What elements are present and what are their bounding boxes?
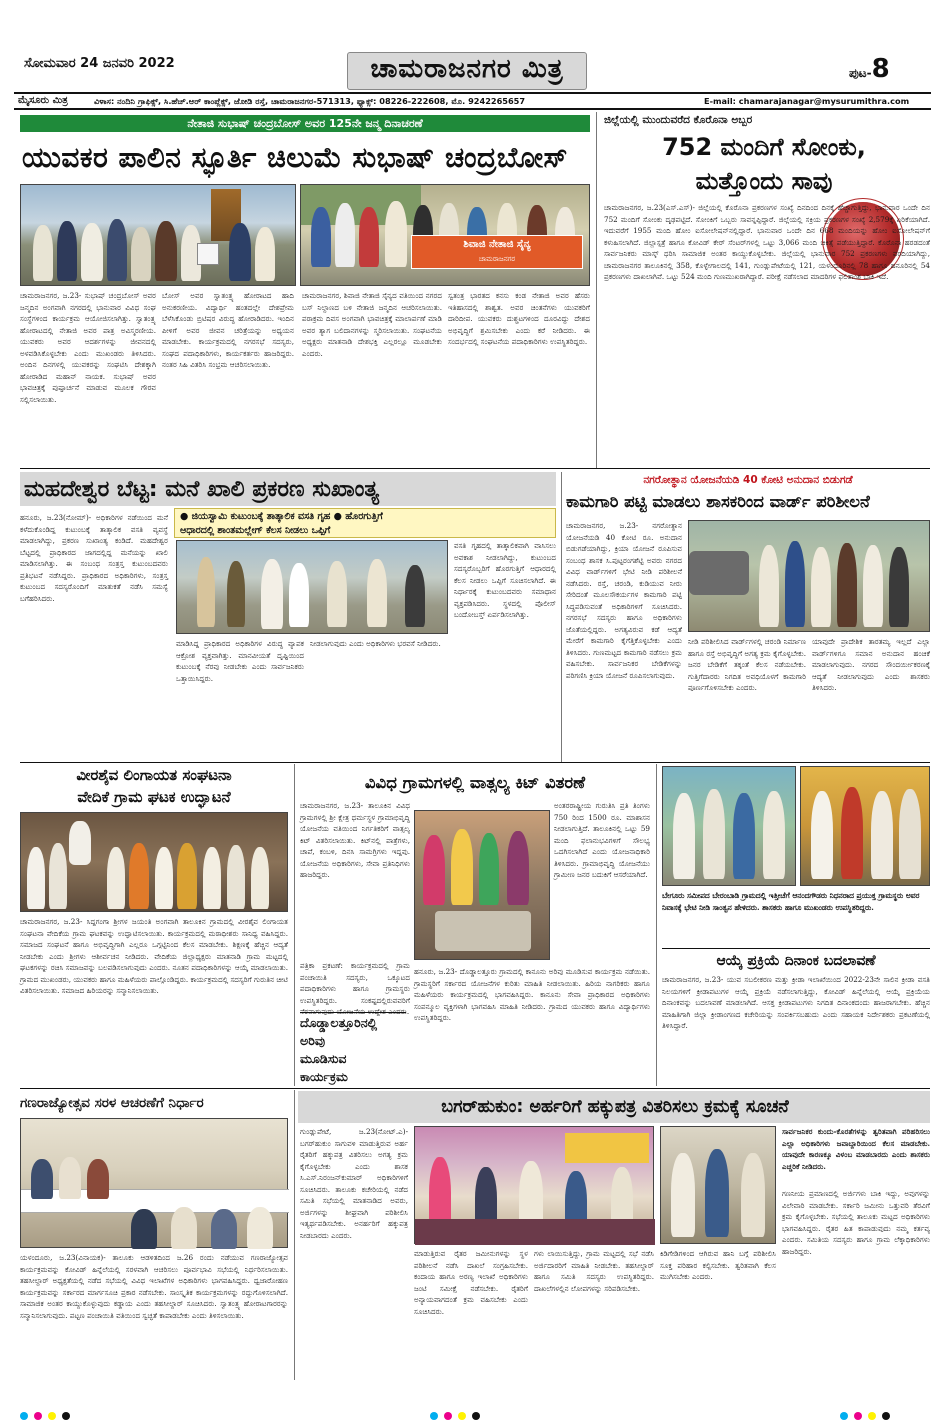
lead-photo-1 [20,184,296,286]
kit-col-1: ಚಾಮರಾಜನಗರ, ಜ.23- ತಾಲೂಕಿನ ವಿವಿಧ ಗ್ರಾಮಗಳಲ್ಲಿ ಶ್ರೀ ಕ್ಷೇತ್ರ ಧರ್ಮಸ್ಥಳ ಗ್ರಾಮಾಭಿವೃದ್ಧಿ ಯೋಜನೆಯ ವತಿಯಿಂದ ನಿರ್ಗತಿಕರಿಗೆ ವಾತ್ಸಲ್ಯ ಕಿಟ್ ವಿತರಿಸಲಾಯಿತು. ಕಿಟ್‌ನಲ್ಲಿ ಪಾತ್ರೆಗಳು, ಚಾಪೆ, ಕಂಬಳಿ, ದಿನಸಿ ಸಾಮಗ್ರಿಗಳು ಇದ್ದವು. ಯೋಜನೆಯ ಅಧಿಕಾರಿಗಳು, ಸೇವಾ ಪ್ರತಿನಿಧಿಗಳು ಹಾಜರಿದ್ದರು. [300,801,410,879]
republic-photo [20,1118,288,1248]
kit-subhead-line4: ಕಾರ್ಯಕ್ರಮ [300,1069,348,1084]
ward-col-2: ನೀಡಿ ಪರಿಶೀಲಿಸಿದ ವಾರ್ಡ್‌ಗಳಲ್ಲಿ ಚರಂಡಿ ನಿರ್ಮಾಣ ಹಾಗೂ ರಸ್ತೆ ಅಭಿವೃದ್ಧಿಗೆ ಅಗತ್ಯ ಕ್ರಮ ಕೈಗೊಳ್ಳಬೇಕು. ಜನರ ಬೇಡಿಕೆಗೆ ತಕ್ಕಂತೆ ಕೆಲಸ ನಡೆಯಬೇಕು. ಗುತ್ತಿಗೆದಾರರು ನಿಗದಿತ ಅವಧಿಯೊಳಗೆ ಕಾಮಗಾರಿ ಪೂರ್ಣಗೊಳಿಸಬೇಕು ಎಂದರು. [688,637,806,692]
election-photo-1 [662,766,796,886]
covid-kicker: ಜಿಲ್ಲೆಯಲ್ಲಿ ಮುಂದುವರೆದ ಕೊರೊನಾ ಅಬ್ಬರ [604,114,753,126]
ward-body: ಚಾಮರಾಜನಗರ, ಜ.23- ನಗರೋತ್ಥಾನ ಯೋಜನೆಯಡಿ 40 ಕೋಟಿ ರೂ. ಅನುದಾನ ಬಿಡುಗಡೆಯಾಗಿದ್ದು, ಕ್ರಿಯಾ ಯೋಜನೆ ರೂಪಿಸುವ ಸಂಬಂಧ ಶಾಸಕ ಸಿ.ಪುಟ್ಟರಂಗಶೆಟ್ಟಿ ಅವರು ನಗರದ ವಿವಿಧ ವಾರ್ಡ್‌ಗಳಿಗೆ ಭೇಟಿ ನೀಡಿ ಪರಿಶೀಲನೆ ನಡೆಸಿದರು. ರಸ್ತೆ, ಚರಂಡಿ, ಕುಡಿಯುವ ನೀರು ಸೇರಿದಂತೆ ಮೂಲಸೌಕರ್ಯಗಳ ಕಾಮಗಾರಿ ಪಟ್ಟಿ ಸಿದ್ಧಪಡಿಸುವಂತೆ ಅಧಿಕಾರಿಗಳಿಗೆ ಸೂಚಿಸಿದರು. ನಗರಸಭೆ ಸದಸ್ಯರು ಹಾಗೂ ಅಧಿಕಾರಿಗಳು ಜೊತೆಯಲ್ಲಿದ್ದರು. ಅಗತ್ಯವಿರುವ ಕಡೆ ಆದ್ಯತೆ ಮೇರೆಗೆ ಕಾಮಗಾರಿ ಕೈಗೆತ್ತಿಕೊಳ್ಳಬೇಕು ಎಂದು ತಿಳಿಸಿದರು. ಗುಣಮಟ್ಟದ ಕಾಮಗಾರಿ ನಡೆಸಲು ಕ್ರಮ ವಹಿಸಬೇಕು. ಸಾರ್ವಜನಿಕರ ಬೇಡಿಕೆಗಳನ್ನು ಪರಿಗಣಿಸಿ ಕ್ರಿಯಾ ಯೋಜನೆ ರೂಪಿಸಲಾಗುವುದು. [566,521,682,680]
ward-kicker: ನಗರೋತ್ಥಾನ ಯೋಜನೆಯಡಿ 40 ಕೋಟಿ ಅನುದಾನ ಬಿಡುಗಡೆ [643,474,853,486]
covid-headline-line2: ಮತ್ತೊಂದು ಸಾವು [695,167,833,195]
brand-small: ಮೈಸೂರು ಮಿತ್ರ [18,95,68,106]
masthead [14,50,931,92]
lead-banner [20,115,590,132]
kit-subhead-line2: ಅರಿವು [300,1033,326,1048]
bagar-col-4: ಕಿಡಿಗೇಡಿಗಳಿಂದ ಆಗಿರುವ ಹಾನಿ ಬಗ್ಗೆ ಪರಿಶೀಲಿಸಿ ಸೂಕ್ತ ಪರಿಹಾರ ಕಲ್ಪಿಸಬೇಕು. ತ್ವರಿತವಾಗಿ ಕೆಲಸ ಮುಗಿಸಬೇಕು ಎಂದರು. [660,1249,776,1281]
bagar-photo [414,1126,654,1244]
kit-photo [414,810,550,960]
lead-photo-2-banner-line2: ಚಾಮರಾಜನಗರ [478,255,516,263]
lead-col-2: ಬೋಸ್ ಅವರ ಸ್ವಾತಂತ್ರ್ಯ ಹೋರಾಟದ ಹಾದಿ ಅನುಕರಣೀಯ. ವಿದ್ಯಾರ್ಥಿ ಹಂತದಲ್ಲೇ ದೇಶಪ್ರೇಮ ಬೆಳೆಸಿಕೊಂಡು ಬ್ರಿಟಿಷರ ವಿರುದ್ಧ ಹೋರಾಡಿದರು. ಇಂದಿನ ಪೀಳಿಗೆ ಅವರ ಜೀವನ ಚರಿತ್ರೆಯನ್ನು ಅಧ್ಯಯನ ಮಾಡಬೇಕು. ಕಾರ್ಯಕ್ರಮದಲ್ಲಿ ನಗರಸಭೆ ಸದಸ್ಯರು, ಸಂಘದ ಪದಾಧಿಕಾರಿಗಳು, ಕಾರ್ಯಕರ್ತರು ಹಾಜರಿದ್ದರು. ನಂತರ ಸಿಹಿ ವಿತರಿಸಿ ಸಂಭ್ರಮ ಆಚರಿಸಲಾಯಿತು. [162,291,294,369]
election-caption: ಬೇಗೂರು ಸಮೀಪದ ಬೇರಂಬಾಡಿ ಗ್ರಾಮದಲ್ಲಿ ಇತ್ತೀಚೆಗೆ ಆನಂದಗೌಡರು ನಿಧನರಾದ ಪ್ರಯುಕ್ತ ಗ್ರಾಮಸ್ಥರು ಅವರ ನಿವಾಸಕ್ಕೆ ಭೇಟಿ ನೀಡಿ ಸಾಂತ್ವನ ಹೇಳಿದರು. ಶಾಸಕರು ಹಾಗೂ ಮುಖಂಡರು ಉಪಸ್ಥಿತರಿದ್ದರು. [662,891,920,912]
mahadeshwara-sub2: ಆಧಾರದಲ್ಲಿ ಶಾಂತಮಲ್ಲೇಗ್ ಕೆಲಸ ನೀಡಲು ಒಪ್ಪಿಗೆ [180,525,331,536]
veerashaiva-body: ಚಾಮರಾಜನಗರ, ಜ.23- ಸಿದ್ದಗಂಗಾ ಶ್ರೀಗಳ ಜಯಂತಿ ಅಂಗವಾಗಿ ತಾಲೂಕಿನ ಗ್ರಾಮದಲ್ಲಿ ವೀರಶೈವ ಲಿಂಗಾಯತ ಸಂಘಟನಾ ವೇದಿಕೆಯ ಗ್ರಾಮ ಘಟಕವನ್ನು ಉದ್ಘಾಟಿಸಲಾಯಿತು. ಕಾರ್ಯಕ್ರಮದಲ್ಲಿ ಮಠಾಧೀಶರು ಸಾನಿಧ್ಯ ವಹಿಸಿದ್ದರು. ಸಮಾಜದ ಸಂಘಟನೆ ಹಾಗೂ ಅಭಿವೃದ್ಧಿಗಾಗಿ ಎಲ್ಲರೂ ಒಗ್ಗಟ್ಟಿನಿಂದ ಕೆಲಸ ಮಾಡಬೇಕು. ಶಿಕ್ಷಣಕ್ಕೆ ಹೆಚ್ಚಿನ ಆದ್ಯತೆ ನೀಡಬೇಕು ಎಂದು ಶ್ರೀಗಳು ಆಶೀರ್ವಚನ ನೀಡಿದರು. ವೇದಿಕೆಯ ಜಿಲ್ಲಾಧ್ಯಕ್ಷರು ಮಾತನಾಡಿ ಗ್ರಾಮ ಮಟ್ಟದಲ್ಲಿ ಘಟಕಗಳನ್ನು ರಚಿಸಿ ಸಮಾಜವನ್ನು ಬಲಪಡಿಸಲಾಗುವುದು ಎಂದರು. ನೂತನ ಪದಾಧಿಕಾರಿಗಳನ್ನು ಆಯ್ಕೆ ಮಾಡಲಾಯಿತು. ಗ್ರಾಮದ ಮುಖಂಡರು, ಯುವಕರು ಹಾಗೂ ಮಹಿಳೆಯರು ಪಾಲ್ಗೊಂಡಿದ್ದರು. ಕಾರ್ಯಕ್ರಮದಲ್ಲಿ ಸದಸ್ಯರಿಗೆ ಗುರುತಿನ ಚೀಟಿ ವಿತರಿಸಲಾಯಿತು. ಸಮಾಜದ ಹಿರಿಯರನ್ನು ಸನ್ಮಾನಿಸಲಾಯಿತು. [20,917,288,995]
lead-photo-2-banner-line1: ಶಿವಾಜಿ ನೇತಾಜಿ ಸೈನ್ಯ [463,239,531,250]
mahadeshwara-sub1: ● ಜಿಯಸ್ವಾಮಿ ಕುಟುಂಬಕ್ಕೆ ತಾತ್ಕಾಲಿಕ ವಸತಿ ಗೃಹ ● ಹೊರಗುತ್ತಿಗೆ [180,511,383,522]
kit-subhead-line1: ದೊಡ್ಡಾಲತ್ತೂರಿನಲ್ಲಿ [300,1015,378,1030]
bagar-col-1: ಗುಂಡ್ಲುಪೇಟೆ, ಜ.23(ನೋಟ್.ಎ)- ಬಗರ್‌ಹುಕುಂ ಸಾಗುವಳಿ ಮಾಡುತ್ತಿರುವ ಅರ್ಹ ರೈತರಿಗೆ ಹಕ್ಕುಪತ್ರ ವಿತರಿಸಲು ಅಗತ್ಯ ಕ್ರಮ ಕೈಗೊಳ್ಳಬೇಕು ಎಂದು ಶಾಸಕ ಸಿ.ಎಸ್.ನಿರಂಜನ್‌ಕುಮಾರ್ ಅಧಿಕಾರಿಗಳಿಗೆ ಸೂಚಿಸಿದರು. ತಾಲೂಕು ಕಚೇರಿಯಲ್ಲಿ ನಡೆದ ಸಮಿತಿ ಸಭೆಯಲ್ಲಿ ಮಾತನಾಡಿದ ಅವರು, ಅರ್ಜಿಗಳನ್ನು ಶೀಘ್ರವಾಗಿ ಪರಿಶೀಲಿಸಿ ಇತ್ಯರ್ಥಪಡಿಸಬೇಕು. ಅನರ್ಹರಿಗೆ ಹಕ್ಕುಪತ್ರ ನೀಡಬಾರದು ಎಂದರು. [300,1127,408,1240]
kit-col-3: ಪತ್ರಿಕಾ ಪ್ರಕಟಣೆ: ಕಾರ್ಯಕ್ರಮದಲ್ಲಿ ಗ್ರಾಮ ಪಂಚಾಯಿತಿ ಸದಸ್ಯರು, ಒಕ್ಕೂಟದ ಪದಾಧಿಕಾರಿಗಳು ಹಾಗೂ ಗ್ರಾಮಸ್ಥರು ಉಪಸ್ಥಿತರಿದ್ದರು. ಸಂಕಷ್ಟದಲ್ಲಿರುವವರಿಗೆ ನೆರವಾಗುವುದು ಯೋಜನೆಯ ಉದ್ದೇಶ ಎಂದರು. [300,961,410,1016]
kit-sub-body: ಹನೂರು, ಜ.23- ದೊಡ್ಡಾಲತ್ತೂರು ಗ್ರಾಮದಲ್ಲಿ ಕಾನೂನು ಅರಿವು ಮೂಡಿಸುವ ಕಾರ್ಯಕ್ರಮ ನಡೆಯಿತು. ಗ್ರಾಮಸ್ಥರಿಗೆ ಸರ್ಕಾರದ ಯೋಜನೆಗಳ ಕುರಿತು ಮಾಹಿತಿ ನೀಡಲಾಯಿತು. ಹಿರಿಯ ನಾಗರಿಕರು ಹಾಗೂ ಮಹಿಳೆಯರು ಕಾರ್ಯಕ್ರಮದಲ್ಲಿ ಭಾಗವಹಿಸಿದ್ದರು. ಕಾನೂನು ಸೇವಾ ಪ್ರಾಧಿಕಾರದ ಅಧಿಕಾರಿಗಳು ಸಂಪನ್ಮೂಲ ವ್ಯಕ್ತಿಗಳಾಗಿ ಭಾಗವಹಿಸಿ ಮಾಹಿತಿ ನೀಡಿದರು. ಗ್ರಾಮದ ಯುವಕರು ಹಾಗೂ ವಿದ್ಯಾರ್ಥಿಗಳು ಉಪಸ್ಥಿತರಿದ್ದರು. [414,967,650,1022]
address-text: ವಿಳಾಸ: ನಂದಿನಿ ಗ್ರಾಫಿಕ್ಸ್, ಸಿ.ಹೆಚ್.ಆರ್ ಕಾಂಪ್ಲೆಕ್ಸ್, ಜೋಡಿ ರಸ್ತೆ, ಚಾಮರಾಜನಗರ-571313, ಫ್ಯಾಕ್ಸ್: 08226-222608, ಮೊ. 9242265657 [94,96,526,106]
page-number-box [849,54,931,88]
masthead-title: ಚಾಮರಾಜನಗರ ಮಿತ್ರ [370,54,564,84]
masthead-date: ಸೋಮವಾರ 24 ಜನವರಿ 2022 [24,56,175,71]
mahadeshwara-headline: ಮಹದೇಶ್ವರ ಬೆಟ್ಟ: ಮನೆ ಖಾಲಿ ಪ್ರಕರಣ ಸುಖಾಂತ್ಯ [24,477,380,502]
mahadeshwara-col-3: ನೀಡಲಾಗುವುದು ಎಂದು ಅಧಿಕಾರಿಗಳು ಭರವಸೆ ನೀಡಿದರು. [310,639,441,648]
ward-col-3: ಯಾವುದೇ ಪ್ರಾದೇಶಿಕ ತಾರತಮ್ಯ ಇಲ್ಲದೆ ಎಲ್ಲಾ ವಾರ್ಡ್‌ಗಳಿಗೂ ಸಮಾನ ಅನುದಾನ ಹಂಚಿಕೆ ಮಾಡಲಾಗುವುದು. ನಗರದ ಸೌಂದರ್ಯೀಕರಣಕ್ಕೆ ಆದ್ಯತೆ ನೀಡಲಾಗುವುದು ಎಂದು ಶಾಸಕರು ತಿಳಿಸಿದರು. [812,637,930,692]
lead-headline: ಯುವಕರ ಪಾಲಿನ ಸ್ಫೂರ್ತಿ ಚಿಲುಮೆ ಸುಭಾಷ್ ಚಂದ್ರಬೋಸ್ [22,141,568,174]
republic-body: ಯಳಂದೂರು, ಜ.23(ವಿನಾಯಕ)- ತಾಲೂಕು ಆಡಳಿತದಿಂದ ಜ.26 ರಂದು ನಡೆಯುವ ಗಣರಾಜ್ಯೋತ್ಸವ ಕಾರ್ಯಕ್ರಮವನ್ನು ಕೋವಿಡ್ ಹಿನ್ನೆಲೆಯಲ್ಲಿ ಸರಳವಾಗಿ ಆಚರಿಸಲು ಪೂರ್ವಭಾವಿ ಸಭೆಯಲ್ಲಿ ನಿರ್ಧರಿಸಲಾಯಿತು. ತಹಸೀಲ್ದಾರ್ ಅಧ್ಯಕ್ಷತೆಯಲ್ಲಿ ನಡೆದ ಸಭೆಯಲ್ಲಿ ವಿವಿಧ ಇಲಾಖೆಗಳ ಅಧಿಕಾರಿಗಳು ಭಾಗವಹಿಸಿದ್ದರು. ಧ್ವಜಾರೋಹಣ ಕಾರ್ಯಕ್ರಮವನ್ನು ಸರ್ಕಾರದ ಮಾರ್ಗಸೂಚಿ ಪ್ರಕಾರ ನಡೆಸಬೇಕು. ಸಾಂಸ್ಕೃತಿಕ ಕಾರ್ಯಕ್ರಮಗಳನ್ನು ರದ್ದುಗೊಳಿಸಲಾಗಿದೆ. ಸಾಮಾಜಿಕ ಅಂತರ ಕಾಯ್ದುಕೊಳ್ಳುವುದು ಕಡ್ಡಾಯ ಎಂದು ತಹಸೀಲ್ದಾರ್ ಸೂಚಿಸಿದರು. ಸ್ವಾತಂತ್ರ್ಯ ಹೋರಾಟಗಾರರನ್ನು ಸನ್ಮಾನಿಸಲಾಗುವುದು. ಪಟ್ಟಣ ಪಂಚಾಯಿತಿ ವತಿಯಿಂದ ಸ್ವಚ್ಛತೆ ಕಾಪಾಡಬೇಕು ಎಂದು ತಿಳಿಸಲಾಯಿತು. [20,1253,288,1320]
masthead-rule [14,92,931,94]
mahadeshwara-col-4: ವಸತಿ ಗೃಹದಲ್ಲಿ ತಾತ್ಕಾಲಿಕವಾಗಿ ವಾಸಿಸಲು ಅವಕಾಶ ನೀಡಲಾಗಿದ್ದು, ಕುಟುಂಬದ ಸದಸ್ಯರೊಬ್ಬರಿಗೆ ಹೊರಗುತ್ತಿಗೆ ಆಧಾರದಲ್ಲಿ ಕೆಲಸ ನೀಡಲು ಒಪ್ಪಿಗೆ ಸೂಚಿಸಲಾಗಿದೆ. ಈ ನಿರ್ಧಾರಕ್ಕೆ ಕುಟುಂಬದವರು ಸಮಾಧಾನ ವ್ಯಕ್ತಪಡಿಸಿದರು. ಸ್ಥಳದಲ್ಲಿ ಪೊಲೀಸ್ ಬಂದೋಬಸ್ತ್ ಏರ್ಪಡಿಸಲಾಗಿತ್ತು. [454,541,556,619]
covid-body: ಚಾಮರಾಜನಗರ, ಜ.23(ಎಸ್.ಎಸ್)- ಜಿಲ್ಲೆಯಲ್ಲಿ ಕೊರೊನಾ ಪ್ರಕರಣಗಳ ಸಂಖ್ಯೆ ದಿನದಿಂದ ದಿನಕ್ಕೆ ಹೆಚ್ಚಾಗುತ್ತಿದ್ದು, ಭಾನುವಾರ ಒಂದೇ ದಿನ 752 ಮಂದಿಗೆ ಸೋಂಕು ದೃಢಪಟ್ಟಿದೆ. ಸೋಂಕಿಗೆ ಒಬ್ಬರು ಸಾವನ್ನಪ್ಪಿದ್ದಾರೆ. ಜಿಲ್ಲೆಯಲ್ಲಿ ಸಕ್ರಿಯ ಪ್ರಕರಣಗಳ ಸಂಖ್ಯೆ 2,579ಕ್ಕೆ ಏರಿಕೆಯಾಗಿದೆ. ಇದುವರೆಗೆ 1955 ಮಂದಿ ಹೋಂ ಐಸೋಲೇಷನ್‌ನಲ್ಲಿದ್ದಾರೆ. ಭಾನುವಾರ ಒಂದೇ ದಿನ 668 ಮಂದಿಯನ್ನು ಹೋಂ ಐಸೋಲೇಷನ್‌ಗೆ ಕಳುಹಿಸಲಾಗಿದೆ. ಜಿಲ್ಲಾಸ್ಪತ್ರೆ ಹಾಗೂ ಕೋವಿಡ್ ಕೇರ್ ಸೆಂಟರ್‌ಗಳಲ್ಲಿ ಒಟ್ಟು 3,066 ಮಂದಿ ಚಿಕಿತ್ಸೆ ಪಡೆಯುತ್ತಿದ್ದಾರೆ. ಕೊರೊನಾ ಹರಡದಂತೆ ಸಾರ್ವಜನಿಕರು ಮಾಸ್ಕ್ ಧರಿಸಿ ಸಾಮಾಜಿಕ ಅಂತರ ಕಾಯ್ದುಕೊಳ್ಳಬೇಕು. ಜಿಲ್ಲೆಯಲ್ಲಿ ಭಾನುವಾರ 752 ಪ್ರಕರಣಗಳು ವರದಿಯಾಗಿದ್ದು, ಚಾಮರಾಜನಗರ ತಾಲೂಕಿನಲ್ಲಿ 358, ಕೊಳ್ಳೇಗಾಲದಲ್ಲಿ 141, ಗುಂಡ್ಲುಪೇಟೆಯಲ್ಲಿ 121, ಯಳಂದೂರಿನಲ್ಲಿ 78 ಹಾಗೂ ಹನೂರಿನಲ್ಲಿ 54 ಪ್ರಕರಣಗಳು ದಾಖಲಾಗಿವೆ. ಒಟ್ಟು 524 ಮಂದಿ ಗುಣಮುಖರಾಗಿದ್ದಾರೆ. ಪರೀಕ್ಷೆ ನಡೆಸಲಾದ ಮಾದರಿಗಳ ಫಲಿತಾಂಶ ಬಾಕಿ ಇದೆ. [604,203,930,281]
lead-col-3: ಚಾಮರಾಜನಗರ, ಶಿವಾಜಿ ನೇತಾಜಿ ಸೈನ್ಯದ ವತಿಯಿಂದ ನಗರದ ಬಸ್ ನಿಲ್ದಾಣದ ಬಳಿ ನೇತಾಜಿ ಜನ್ಮದಿನ ಆಚರಿಸಲಾಯಿತು. ಪರಾಕ್ರಮ ದಿವಸ ಅಂಗವಾಗಿ ಭಾವಚಿತ್ರಕ್ಕೆ ಮಾಲಾರ್ಪಣೆ ಮಾಡಿ ಅವರ ತ್ಯಾಗ ಬಲಿದಾನಗಳನ್ನು ಸ್ಮರಿಸಲಾಯಿತು. ಸಂಘಟನೆಯ ಅಧ್ಯಕ್ಷರು ಮಾತನಾಡಿ ದೇಶಭಕ್ತಿ ಎಲ್ಲರಲ್ಲೂ ಮೂಡಬೇಕು ಎಂದರು. [302,291,442,358]
kit-subhead-line3: ಮೂಡಿಸುವ [300,1051,347,1066]
veerashaiva-headline-line2: ವೇದಿಕೆ ಗ್ರಾಮ ಘಟಕ ಉದ್ಘಾಟನೆ [77,788,231,806]
election-photo-2 [800,766,930,886]
veerashaiva-headline-line1: ವೀರಶೈವ ಲಿಂಗಾಯತ ಸಂಘಟನಾ [76,766,232,784]
mahadeshwara-col-1: ಹನೂರು, ಜ.23(ನೋಮ್)- ಅಧಿಕಾರಿಗಳ ನಡೆಯಿಂದ ಮನೆ ಕಳೆದುಕೊಂಡಿದ್ದ ಕುಟುಂಬಕ್ಕೆ ತಾತ್ಕಾಲಿಕ ವಸತಿ ವ್ಯವಸ್ಥೆ ಮಾಡಲಾಗಿದ್ದು, ಪ್ರಕರಣ ಸುಖಾಂತ್ಯ ಕಂಡಿದೆ. ಮಹದೇಶ್ವರ ಬೆಟ್ಟದಲ್ಲಿ ಪ್ರಾಧಿಕಾರದ ಜಾಗದಲ್ಲಿದ್ದ ಮನೆಯನ್ನು ಖಾಲಿ ಮಾಡಿಸಲಾಗಿತ್ತು. ಈ ಸಂಬಂಧ ಸಂತ್ರಸ್ತ ಕುಟುಂಬದವರು ಪ್ರತಿಭಟನೆ ನಡೆಸಿದ್ದರು. ಪ್ರಾಧಿಕಾರದ ಅಧಿಕಾರಿಗಳು, ಸಂತ್ರಸ್ತ ಕುಟುಂಬದ ಸದಸ್ಯರೊಂದಿಗೆ ಮಾತುಕತೆ ನಡೆಸಿ ಸಮಸ್ಯೆ ಬಗೆಹರಿಸಿದರು. [20,513,168,603]
bagar-col-3: ಗಳು ಲಾಯಿಸುತ್ತಿದ್ದು, ಗ್ರಾಮ ಮಟ್ಟದಲ್ಲಿ ಸಭೆ ನಡೆಸಿ ಅರ್ಜಿದಾರರಿಗೆ ಮಾಹಿತಿ ನೀಡಬೇಕು. ತಹಸೀಲ್ದಾರ್ ಹಾಗೂ ಸಮಿತಿ ಸದಸ್ಯರು ಉಪಸ್ಥಿತರಿದ್ದರು. ದಾಖಲೆಗಳಲ್ಲಿನ ಲೋಪಗಳನ್ನು ಸರಿಪಡಿಸಬೇಕು. [534,1249,654,1293]
footer-colorbar-right [840,1405,896,1424]
lead-photo-2 [300,184,590,286]
lead-col-4: ಸ್ವತಂತ್ರ ಭಾರತದ ಕನಸು ಕಂಡ ನೇತಾಜಿ ಅವರ ಹೆಸರು ಇತಿಹಾಸದಲ್ಲಿ ಶಾಶ್ವತ. ಅವರ ಚಿಂತನೆಗಳು ಯುವಕರಿಗೆ ದಾರಿದೀಪ. ಯುವಕರು ದುಶ್ಚಟಗಳಿಂದ ದೂರವಿದ್ದು ದೇಶದ ಅಭಿವೃದ್ಧಿಗೆ ಶ್ರಮಿಸಬೇಕು ಎಂದು ಕರೆ ನೀಡಿದರು. ಈ ಸಂದರ್ಭದಲ್ಲಿ ಸಂಘಟನೆಯ ಪದಾಧಿಕಾರಿಗಳು ಉಪಸ್ಥಿತರಿದ್ದರು. [448,291,590,346]
lead-photo-2-banner [411,235,583,269]
lead-banner-text: ನೇತಾಜಿ ಸುಭಾಷ್ ಚಂದ್ರಬೋಸ್ ಅವರ 125ನೇ ಜನ್ಮ ದಿನಾಚರಣೆ [187,117,423,130]
bagar-col-5-intro: ಸಾರ್ವಜನಿಕರ ಕುಂದು-ಕೊರತೆಗಳನ್ನು ತ್ವರಿತವಾಗಿ ಪರಿಹರಿಸಲು ಎಲ್ಲಾ ಅಧಿಕಾರಿಗಳು ಜವಾಬ್ದಾರಿಯಿಂದ ಕೆಲಸ ಮಾಡಬೇಕು. ಯಾವುದೇ ಕಾರಣಕ್ಕೂ ವಿಳಂಬ ಮಾಡಬಾರದು ಎಂದು ಶಾಸಕರು ಎಚ್ಚರಿಕೆ ನೀಡಿದರು. [782,1127,930,1171]
mahadeshwara-col-2: ಮಾಡಿಸಿದ್ದ ಪ್ರಾಧಿಕಾರದ ಅಧಿಕಾರಿಗಳ ವಿರುದ್ಧ ವ್ಯಾಪಕ ಆಕ್ರೋಶ ವ್ಯಕ್ತವಾಗಿತ್ತು. ಮಾನವೀಯತೆ ದೃಷ್ಟಿಯಿಂದ ಕುಟುಂಬಕ್ಕೆ ನೆರವು ನೀಡಬೇಕು ಎಂದು ಸಾರ್ವಜನಿಕರು ಒತ್ತಾಯಿಸಿದ್ದರು. [176,639,304,683]
page-number: 8 [871,54,890,84]
footer-colorbar-mid [430,1405,486,1424]
bagar-col-5: ಗಣನೀಯ ಪ್ರಮಾಣದಲ್ಲಿ ಅರ್ಜಿಗಳು ಬಾಕಿ ಇದ್ದು, ಅವುಗಳನ್ನು ವಿಲೇವಾರಿ ಮಾಡಬೇಕು. ಸರ್ಕಾರಿ ಜಮೀನು ಒತ್ತುವರಿ ತೆರವಿಗೆ ಕ್ರಮ ಕೈಗೊಳ್ಳಬೇಕು. ಸಭೆಯಲ್ಲಿ ತಾಲೂಕು ಮಟ್ಟದ ಅಧಿಕಾರಿಗಳು ಭಾಗವಹಿಸಿದ್ದರು. ರೈತರ ಹಿತ ಕಾಪಾಡುವುದು ನಮ್ಮ ಕರ್ತವ್ಯ ಎಂದರು. ಸಮಿತಿಯ ಸದಸ್ಯರು ಹಾಗೂ ಗ್ರಾಮ ಲೆಕ್ಕಾಧಿಕಾರಿಗಳು ಹಾಜರಿದ್ದರು. [782,1189,930,1256]
kit-headline: ವಿವಿಧ ಗ್ರಾಮಗಳಲ್ಲಿ ವಾತ್ಸಲ್ಯ ಕಿಟ್ ವಿತರಣೆ [364,773,586,792]
email-text: E-mail: chamarajanagar@mysurumithra.com [704,96,910,106]
address-bar [14,95,931,110]
ward-photo [688,520,930,632]
republic-headline: ಗಣರಾಜ್ಯೋತ್ಸವ ಸರಳ ಆಚರಣೆಗೆ ನಿರ್ಧಾರ [20,1095,204,1111]
page-label: ಪುಟ- [849,66,872,80]
kit-col-2: ಅಂತರರಾಷ್ಟ್ರೀಯ ಗುರುತಿಸಿ ಪ್ರತಿ ತಿಂಗಳು 750 ರಿಂದ 1500 ರೂ. ಮಾಶಾಸನ ನೀಡಲಾಗುತ್ತಿದೆ. ತಾಲೂಕಿನಲ್ಲಿ ಒಟ್ಟು 59 ಮಂದಿ ಫಲಾನುಭವಿಗಳಿಗೆ ಸೌಲಭ್ಯ ಒದಗಿಸಲಾಗಿದೆ ಎಂದು ಯೋಜನಾಧಿಕಾರಿ ತಿಳಿಸಿದರು. ಗ್ರಾಮಾಭಿವೃದ್ಧಿ ಯೋಜನೆಯು ಗ್ರಾಮೀಣ ಜನರ ಬದುಕಿಗೆ ಆಸರೆಯಾಗಿದೆ. [554,801,650,879]
footer-colorbar-left [20,1405,76,1424]
mahadeshwara-photo [176,540,448,634]
veerashaiva-photo [20,812,288,912]
ward-headline: ಕಾಮಗಾರಿ ಪಟ್ಟಿ ಮಾಡಲು ಶಾಸಕರಿಂದ ವಾರ್ಡ್ ಪರಿಶೀಲನೆ [566,492,870,511]
bagar-col-2: ಮಾಡುತ್ತಿರುವ ರೈತರ ಜಮೀನುಗಳನ್ನು ಸ್ಥಳ ಪರಿಶೀಲನೆ ನಡೆಸಿ ದಾಖಲೆ ಸಂಗ್ರಹಿಸಬೇಕು. ಕಂದಾಯ ಹಾಗೂ ಅರಣ್ಯ ಇಲಾಖೆ ಅಧಿಕಾರಿಗಳು ಜಂಟಿ ಸಮೀಕ್ಷೆ ನಡೆಸಬೇಕು. ರೈತರಿಗೆ ಅನ್ಯಾಯವಾಗದಂತೆ ಕ್ರಮ ವಹಿಸಬೇಕು ಎಂದು ಸೂಚಿಸಿದರು. [414,1249,528,1316]
election-headline: ಆಯ್ಕೆ ಪ್ರಕ್ರಿಯೆ ದಿನಾಂಕ ಬದಲಾವಣೆ [716,953,876,969]
bagar-headline: ಬಗರ್‌ಹುಕುಂ: ಅರ್ಹರಿಗೆ ಹಕ್ಕುಪತ್ರ ವಿತರಿಸಲು ಕ್ರಮಕ್ಕೆ ಸೂಚನೆ [441,1097,789,1117]
election-body: ಚಾಮರಾಜನಗರ, ಜ.23- ಯುವ ಸಬಲೀಕರಣ ಮತ್ತು ಕ್ರೀಡಾ ಇಲಾಖೆಯಿಂದ 2022-23ನೇ ಸಾಲಿನ ಕ್ರೀಡಾ ವಸತಿ ನಿಲಯಗಳಿಗೆ ಕ್ರೀಡಾಪಟುಗಳ ಆಯ್ಕೆ ಪ್ರಕ್ರಿಯೆ ನಡೆಸಲಾಗುತ್ತಿದ್ದು, ಕೋವಿಡ್ ಹಿನ್ನೆಲೆಯಲ್ಲಿ ಆಯ್ಕೆ ಪ್ರಕ್ರಿಯೆಯ ದಿನಾಂಕವನ್ನು ಬದಲಾವಣೆ ಮಾಡಲಾಗಿದೆ. ಆಸಕ್ತ ಕ್ರೀಡಾಪಟುಗಳು ನಿಗದಿತ ದಿನಾಂಕದಂದು ಹಾಜರಾಗಬೇಕು. ಹೆಚ್ಚಿನ ಮಾಹಿತಿಗಾಗಿ ಜಿಲ್ಲಾ ಕ್ರೀಡಾಂಗಣದ ಕಚೇರಿಯನ್ನು ಸಂಪರ್ಕಿಸಬಹುದು ಎಂದು ಸಹಾಯಕ ನಿರ್ದೇಶಕರು ಪ್ರಕಟಣೆಯಲ್ಲಿ ತಿಳಿಸಿದ್ದಾರೆ. [662,975,930,1030]
covid-headline-line1: 752 ಮಂದಿಗೆ ಸೋಂಕು, [662,133,866,161]
lead-col-1: ಚಾಮರಾಜನಗರ, ಜ.23- ಸುಭಾಷ್ ಚಂದ್ರಬೋಸ್ ಅವರ ಜನ್ಮದಿನ ಅಂಗವಾಗಿ ನಗರದಲ್ಲಿ ಭಾನುವಾರ ವಿವಿಧ ಸಂಘ ಸಂಸ್ಥೆಗಳಿಂದ ಕಾರ್ಯಕ್ರಮ ಆಯೋಜಿಸಲಾಗಿತ್ತು. ಸ್ವಾತಂತ್ರ್ಯ ಹೋರಾಟದಲ್ಲಿ ನೇತಾಜಿ ಅವರ ಪಾತ್ರ ಅವಿಸ್ಮರಣೀಯ. ಯುವಕರು ಅವರ ಆದರ್ಶಗಳನ್ನು ಜೀವನದಲ್ಲಿ ಅಳವಡಿಸಿಕೊಳ್ಳಬೇಕು ಎಂದು ಮುಖಂಡರು ತಿಳಿಸಿದರು. ಅಂದಿನ ದಿನಗಳಲ್ಲಿ ಯುವಕರನ್ನು ಸಂಘಟಿಸಿ ದೇಶಕ್ಕಾಗಿ ಹೋರಾಡಿದ ಮಹಾನ್ ನಾಯಕ. ಸುಭಾಷ್ ಅವರ ಭಾವಚಿತ್ರಕ್ಕೆ ಪುಷ್ಪಾರ್ಚನೆ ಮಾಡುವ ಮೂಲಕ ಗೌರವ ಸಲ್ಲಿಸಲಾಯಿತು. [20,291,156,404]
